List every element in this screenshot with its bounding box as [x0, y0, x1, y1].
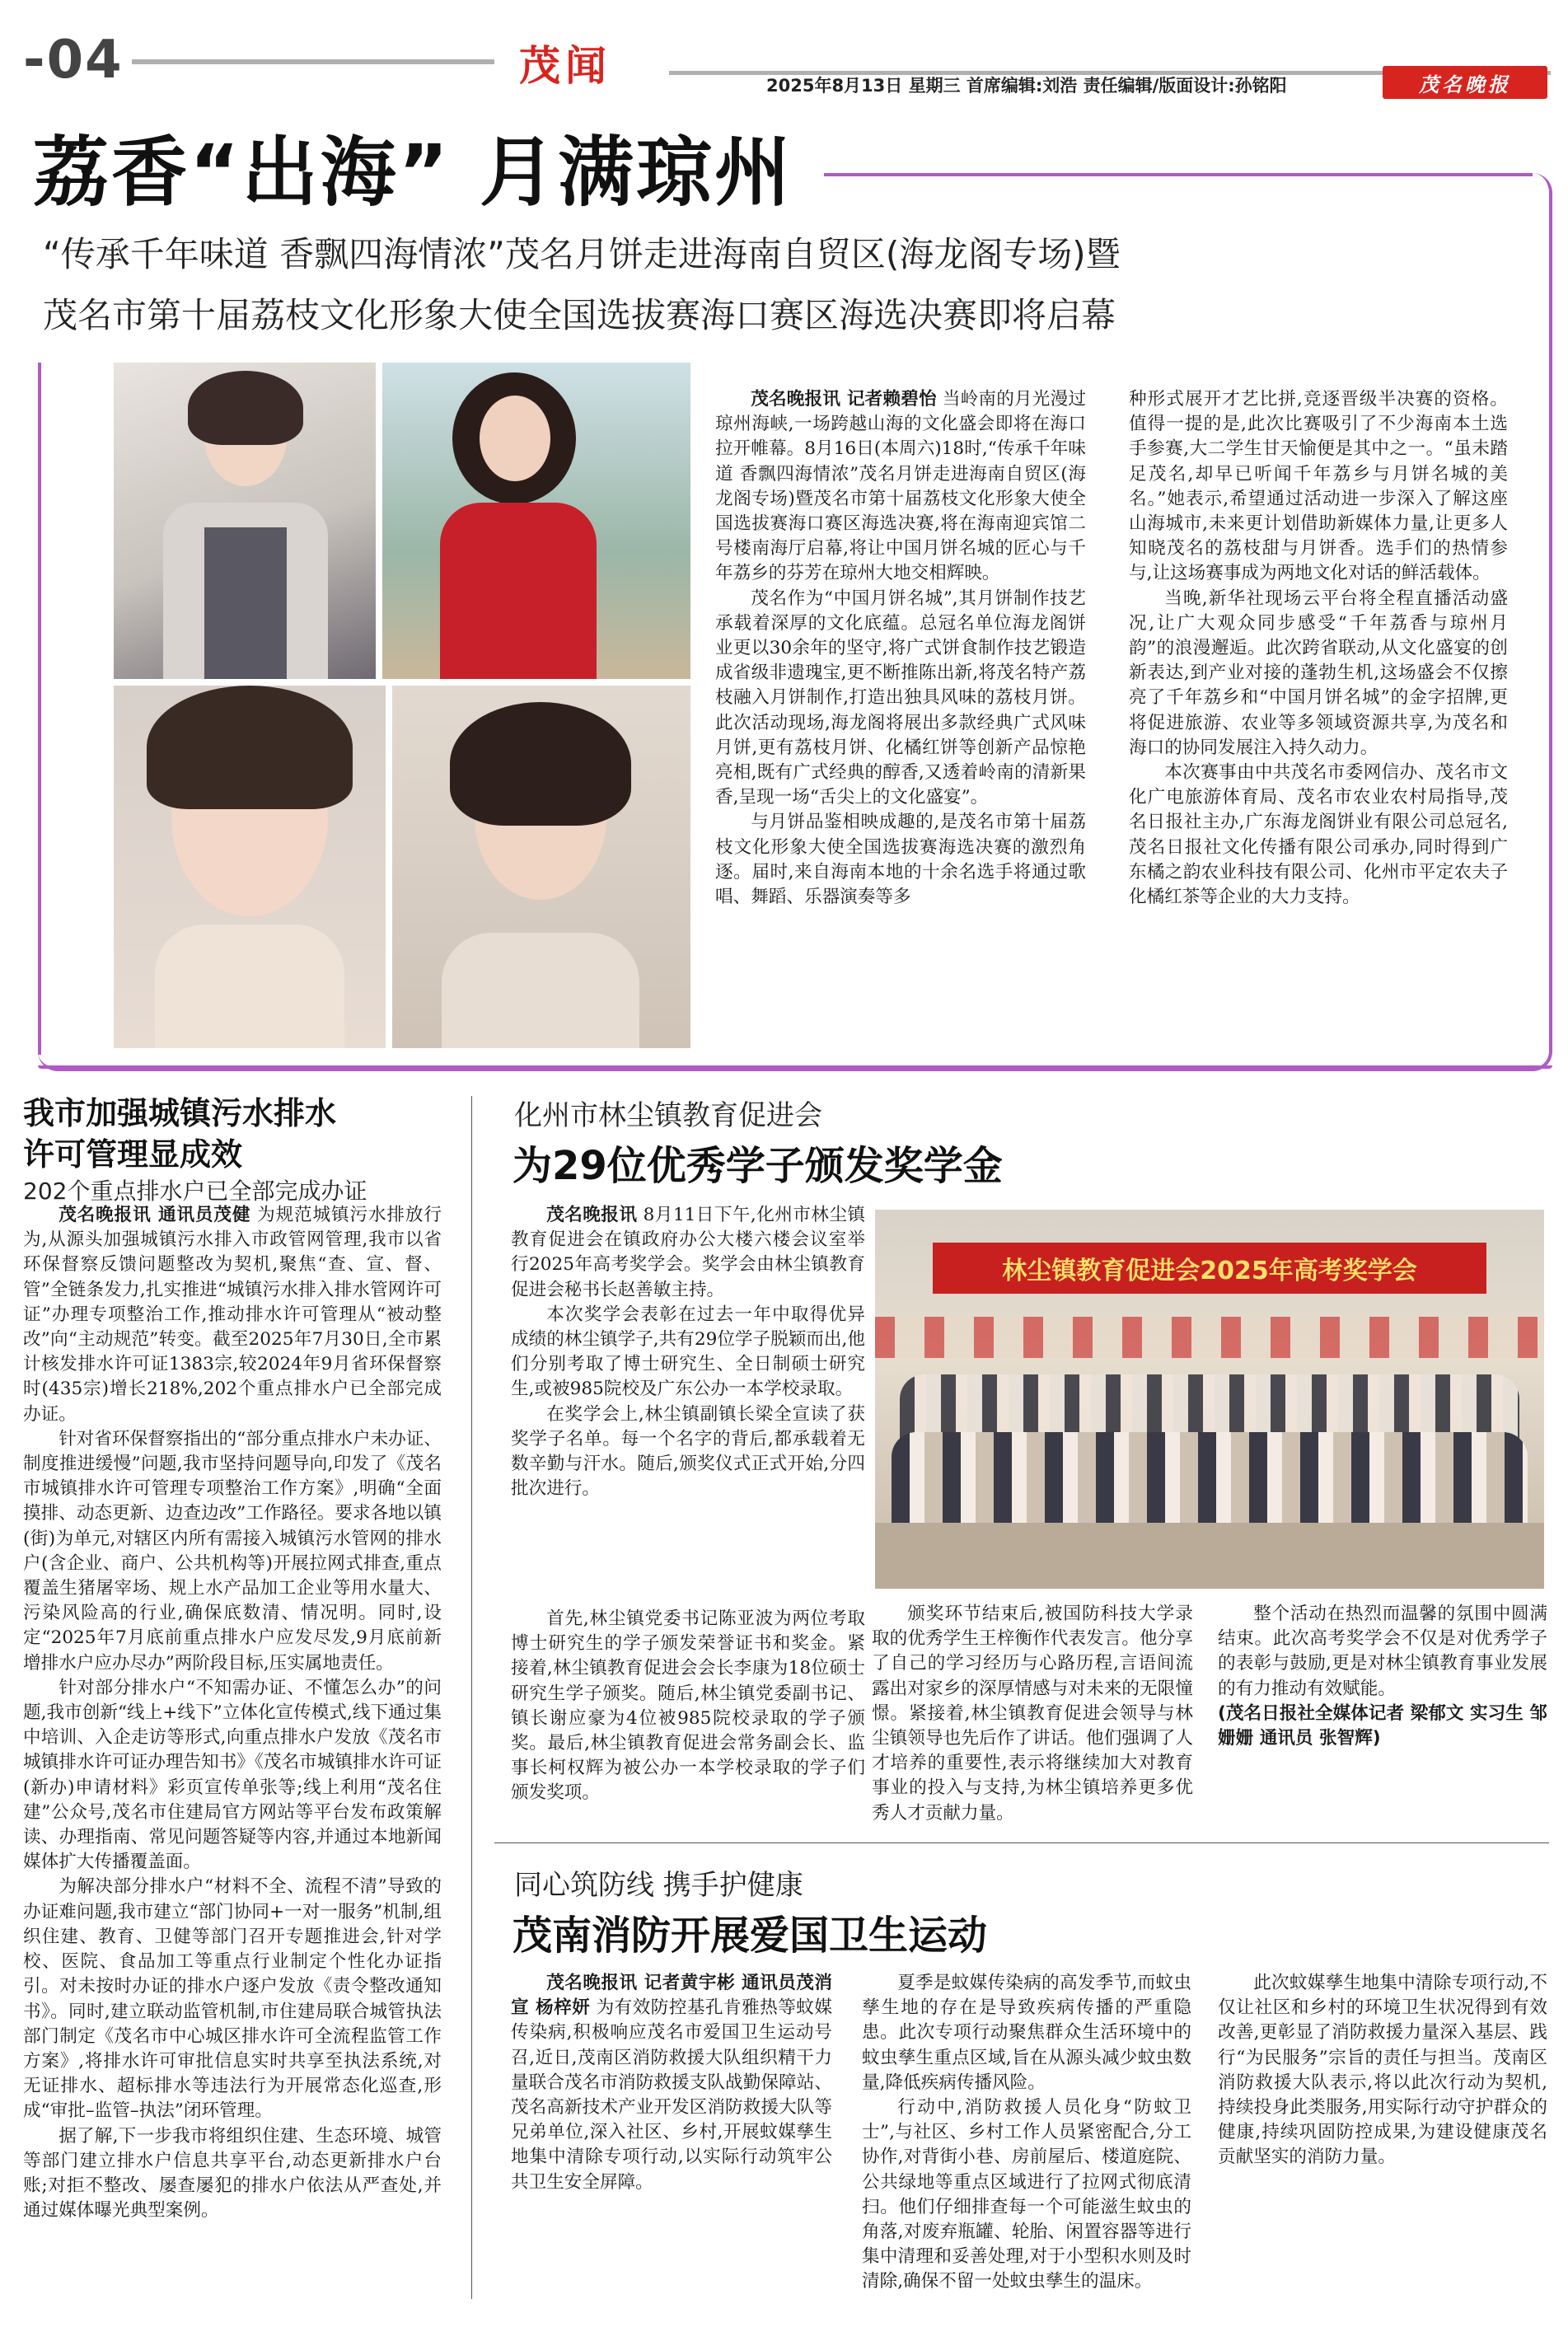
portrait-photo: [382, 363, 690, 679]
lead-paragraph: 与月饼品鉴相映成趣的,是茂名市第十届荔枝文化形象大使全国选拔赛海选决赛的激烈角逐。届时,来自海南本地的十余名选手将通过歌唱、舞蹈、乐器演奏等多: [715, 812, 1086, 908]
scholarship-paragraph: 颁奖环节结束后,被国防科技大学录取的优秀学生王梓衡作代表发言。他分享了自己的学习经历与心路历程,言语间流露出对家乡的深厚情感与对未来的无限憧憬。紧接着,林尘镇教育促进会领导与林尘镇领导也先后作了讲话。他们强调了人才培养的重要性,表示将继续加大对教育事业的投入与支持,为林尘镇培养更多优秀人才贡献力量。: [872, 1604, 1193, 1824]
scholarship-body-b: [872, 1602, 1193, 1826]
lead-frame-bottom: [38, 1065, 1552, 1069]
lead-paragraph: 茂名作为“中国月饼名城”,其月饼制作技艺承载着深厚的文化底蕴。总冠名单位海龙阁饼业更以30余年的坚守,将广式饼食制作技艺锻造成省级非遗瑰宝,更不断推陈出新,将茂名特产荔枝融入月饼制作,打造出独具风味的荔枝月饼。此次活动现场,海龙阁将展出多款经典广式风味月饼,更有荔枝月饼、化橘红饼等创新产品惊艳亮相,既有广式经典的醇香,又透着岭南的清新果香,呈现一场“舌尖上的文化盛宴”。: [715, 588, 1086, 808]
portrait-photo: [392, 686, 690, 1048]
sewage-paragraph: 为解决部分排水户“材料不全、流程不清”导致的办证难问题,我市建立“部门协同+一对一服务”机制,组织住建、教育、卫健等部门召开专题推进会,针对学校、医院、食品加工等重点行业制定个性化办证指引。对未按时办证的排水户逐户发放《责令整改通知书》。同时,建立联动监管机制,市住建局联合城管执法部门制定《茂名市中心城区排水许可全流程监管工作方案》,将排水许可审批信息实时共享至执法系统,对无证排水、超标排水等违法行为开展常态化巡查,形成“审批–监管–执法”闭环管理。: [23, 1876, 442, 2122]
lead-paragraph: 本次赛事由中共茂名市委网信办、茂名市文化广电旅游体育局、茂名市农业农村局指导,茂名日报社主办,广东海龙阁饼业有限公司总冠名,茂名日报社文化传播有限公司承办,同时得到广东橘之韵农业科技有限公司、化州市平定农夫子化橘红茶等企业的大力支持。: [1129, 762, 1508, 908]
scholarship-intro: [511, 1203, 865, 1501]
sewage-paragraph: 为规范城镇污水排放行为,从源头加强城镇污水排入市政管网管理,我市以省环保督察反馈问题整改为契机,聚焦“查、宣、督、管”全链条发力,扎实推进“城镇污水排入排水管网许可证”办理专项整治工作,推动排水许可管理从“被动整改”向“主动规范”转变。截至2025年7月30日,全市累计核发排水许可证1383宗,较2024年9月省环保督察时(435宗)增长218%,202个重点排水户已全部完成办证。: [23, 1205, 442, 1425]
fire-headline: 茂南消防开展爱国卫生运动: [513, 1913, 988, 1959]
fire-paragraph: 夏季是蚊媒传染病的高发季节,而蚊虫孳生地的存在是导致疾病传播的严重隐患。此次专项行动聚焦群众生活环境中的蚊虫孳生重点区域,旨在从源头减少蚊虫数量,降低疾病传播风险。: [862, 1973, 1191, 2093]
fire-paragraph: 为有效防控基孔肯雅热等蚊媒传染病,积极响应茂名市爱国卫生运动号召,近日,茂南区消防救援大队组织精干力量联合茂名市消防救援支队战勤保障站、茂名高新技术产业开发区消防救援大队等兄弟单位,深入社区、乡村,开展蚊媒孳生地集中清除专项行动,以实际行动筑牢公共卫生安全屏障。: [511, 1997, 832, 2193]
portrait-photo: [114, 363, 376, 679]
lead-paragraph: 当晚,新华社现场云平台将全程直播活动盛况,让广大观众同步感受“千年荔香与琼州月韵”的浪漫邂逅。此次跨省联动,从文化盛宴的创新表达,到产业对接的蓬勃生机,这场盛会不仅擦亮了千年荔乡和“中国月饼名城”的金字招牌,更将促进旅游、农业等多领域资源共享,为茂名和海口的协同发展注入持久动力。: [1129, 588, 1508, 758]
sewage-title-1: 我市加强城镇污水排水: [23, 1095, 337, 1131]
photo-banner: [933, 1243, 1486, 1294]
header: [0, 0, 1568, 99]
scholarship-body-c: [1218, 1602, 1547, 1751]
scholarship-byline: 茂名晚报讯: [546, 1205, 638, 1225]
lead-paragraph: 种形式展开才艺比拼,竞逐晋级半决赛的资格。值得一提的是,此次比赛吸引了不少海南本土选手参赛,大二学生甘天愉便是其中之一。“虽未踏足茂名,却早已听闻千年荔乡与月饼名城的美名。”她表示,希望通过活动进一步深入了解这座山海城市,未来更计划借助新媒体力量,让更多人知晓茂名的荔枝甜与月饼香。选手们的热情参与,让这场赛事成为两地文化对话的鲜活载体。: [1129, 389, 1508, 584]
scholarship-body-a: [511, 1607, 865, 1806]
column-divider: [471, 1096, 472, 2299]
issue-meta: 2025年8月13日 星期三 首席编辑:刘浩 责任编辑/版面设计:孙铭阳: [766, 76, 1287, 96]
sewage-paragraph: 针对省环保督察指出的“部分重点排水户未办证、制度推进缓慢”问题,我市坚持问题导向,印发了《茂名市城镇排水许可管理专项整治工作方案》,明确“全面摸排、动态更新、边查边改”工作路径。要求各地以镇(街)为单元,对辖区内所有需接入城镇污水管网的排水户(含企业、商户、公共机构等)开展拉网式排查,重点覆盖生猪屠宰场、规上水产品加工企业等用水量大、污染风险高的行业,确保底数清、情况明。同时,设定“2025年7月底前重点排水户应发尽发,9月底前新增排水户应办尽办”两阶段目标,压实属地责任。: [23, 1428, 442, 1674]
portrait-photo: [114, 686, 386, 1048]
scholarship-paragraph: 本次奖学会表彰在过去一年中取得优异成绩的林尘镇学子,共有29位学子脱颖而出,他们分别考取了博士研究生、全日制硕士研究生,或被985院校及广东公办一本学校录取。: [511, 1304, 865, 1400]
sewage-subtitle: 202个重点排水户已全部完成办证: [23, 1178, 367, 1205]
portrait-collage: [114, 363, 690, 1048]
fire-body-3: [1218, 1971, 1547, 2170]
lead-frame-top: [824, 173, 1533, 176]
lead-column-1: [715, 387, 1086, 910]
fire-body-2: [862, 1971, 1191, 2295]
sewage-title-2: 许可管理显成效: [23, 1136, 243, 1173]
masthead-text: 茂名晚报: [1419, 73, 1511, 96]
group-photo: [875, 1210, 1544, 1589]
photo-banner-text: 林尘镇教育促进会2025年高考奖学会: [1002, 1257, 1417, 1285]
lead-column-2: [1129, 387, 1508, 910]
fire-paragraph: 行动中,消防救援人员化身“防蚊卫士”,与社区、乡村工作人员紧密配合,分工协作,对背街小巷、房前屋后、楼道庭院、公共绿地等重点区域进行了拉网式彻底清扫。他们仔细排查每一个可能滋生蚊虫的角落,对废弃瓶罐、轮胎、闲置容器等进行集中清理和妥善处理,对于小型积水则及时清除,确保不留一处蚊虫孳生的温床。: [862, 2097, 1191, 2292]
lead-byline: 茂名晚报讯 记者赖碧怡: [751, 389, 937, 410]
scholarship-kicker: 化州市林尘镇教育促进会: [514, 1099, 822, 1132]
lead-paragraph: 当岭南的月光漫过琼州海峡,一场跨越山海的文化盛会即将在海口拉开帷幕。8月16日(本周六)18时,“传承千年味道 香飘四海情浓”茂名月饼走进海南自贸区(海龙阁专场)暨茂名市第十届荔枝文化形象大使全国选拔赛海口赛区海选决赛,将在海南迎宾馆二号楼南海厅启幕,将让中国月饼名城的匠心与千年荔乡的芬芳在琼州大地交相辉映。: [715, 389, 1086, 584]
sewage-body: [23, 1203, 442, 2223]
scholarship-headline: 为29位优秀学子颁发奖学金: [513, 1143, 1003, 1189]
sewage-paragraph: 针对部分排水户“不知需办证、不懂怎么办”的问题,我市创新“线上+线下”立体化宣传模式,线下通过集中培训、入企走访等形式,向重点排水户发放《茂名市城镇排水许可证办理告知书》《茂名市城镇排水许可证(新办)申请材料》彩页宣传单张等;线上利用“茂名住建”公众号,茂名市住建局官方网站等平台发布政策解读、办理指南、常见问题答疑等内容,并通过本地新闻媒体扩大传播覆盖面。: [23, 1677, 442, 1873]
fire-byline: 茂名晚报讯 记者黄宇彬 通讯员茂消宣 杨梓妍: [511, 1973, 832, 2019]
fire-kicker: 同心筑防线 携手护健康: [514, 1869, 803, 1902]
lead-subhead-2: 茂名市第十届荔枝文化形象大使全国选拔赛海口赛区海选决赛即将启幕: [43, 295, 1116, 335]
scholarship-credits: (茂名日报社全媒体记者 梁郁文 实习生 邹姗姗 通讯员 张智辉): [1218, 1702, 1547, 1749]
scholarship-paragraph: 整个活动在热烈而温馨的氛围中圆满结束。此次高考奖学会不仅是对优秀学子的表彰与鼓励,更是对林尘镇教育事业发展的有力推动有效赋能。: [1218, 1604, 1547, 1699]
lead-frame-left: [38, 363, 41, 1055]
page-number: -04: [23, 30, 124, 91]
scholarship-paragraph: 8月11日下午,化州市林尘镇教育促进会在镇政府办公大楼六楼会议室举行2025年高考奖学会。奖学会由林尘镇教育促进会秘书长赵善敏主持。: [511, 1205, 865, 1300]
scholarship-paragraph: 首先,林尘镇党委书记陈亚波为两位考取博士研究生的学子颁发荣誉证书和奖金。紧接着,林尘镇教育促进会会长李康为18位硕士研究生学子颁奖。随后,林尘镇党委副书记、镇长谢应豪为4位被985院校录取的学子颁奖。最后,林尘镇教育促进会常务副会长、监事长柯权辉为被公办一本学校录取的学子们颁发奖项。: [511, 1608, 865, 1804]
sewage-paragraph: 据了解,下一步我市将组织住建、生态环境、城管等部门建立排水户信息共享平台,动态更新排水户台账;对拒不整改、屡查屡犯的排水户依法从严查处,并通过媒体曝光典型案例。: [23, 2125, 442, 2222]
header-rule-left: [132, 59, 494, 64]
fire-paragraph: 此次蚊媒孳生地集中清除专项行动,不仅让社区和乡村的环境卫生状况得到有效改善,更彰显了消防救援力量深入基层、践行“为民服务”宗旨的责任与担当。茂南区消防救援大队表示,将以此次行动为契机,持续投身此类服务,用实际行动守护群众的健康,持续巩固防控成果,为建设健康茂名贡献坚实的消防力量。: [1218, 1973, 1547, 2168]
lead-headline: 荔香“出海” 月满琼州: [33, 129, 793, 217]
lead-subhead-1: “传承千年味道 香飘四海情浓”茂名月饼走进海南自贸区(海龙阁专场)暨: [43, 234, 1121, 274]
scholarship-paragraph: 在奖学会上,林尘镇副镇长梁全宣读了获奖学子名单。每一个名字的背后,都承载着无数辛勤与汗水。随后,颁奖仪式正式开始,分四批次进行。: [511, 1403, 865, 1500]
sewage-byline: 茂名晚报讯 通讯员茂健: [59, 1205, 251, 1225]
section-badge: 茂闻: [519, 42, 611, 90]
masthead-logo: [1383, 66, 1547, 99]
section-divider: [494, 1842, 1549, 1843]
fire-body-1: [511, 1971, 832, 2195]
